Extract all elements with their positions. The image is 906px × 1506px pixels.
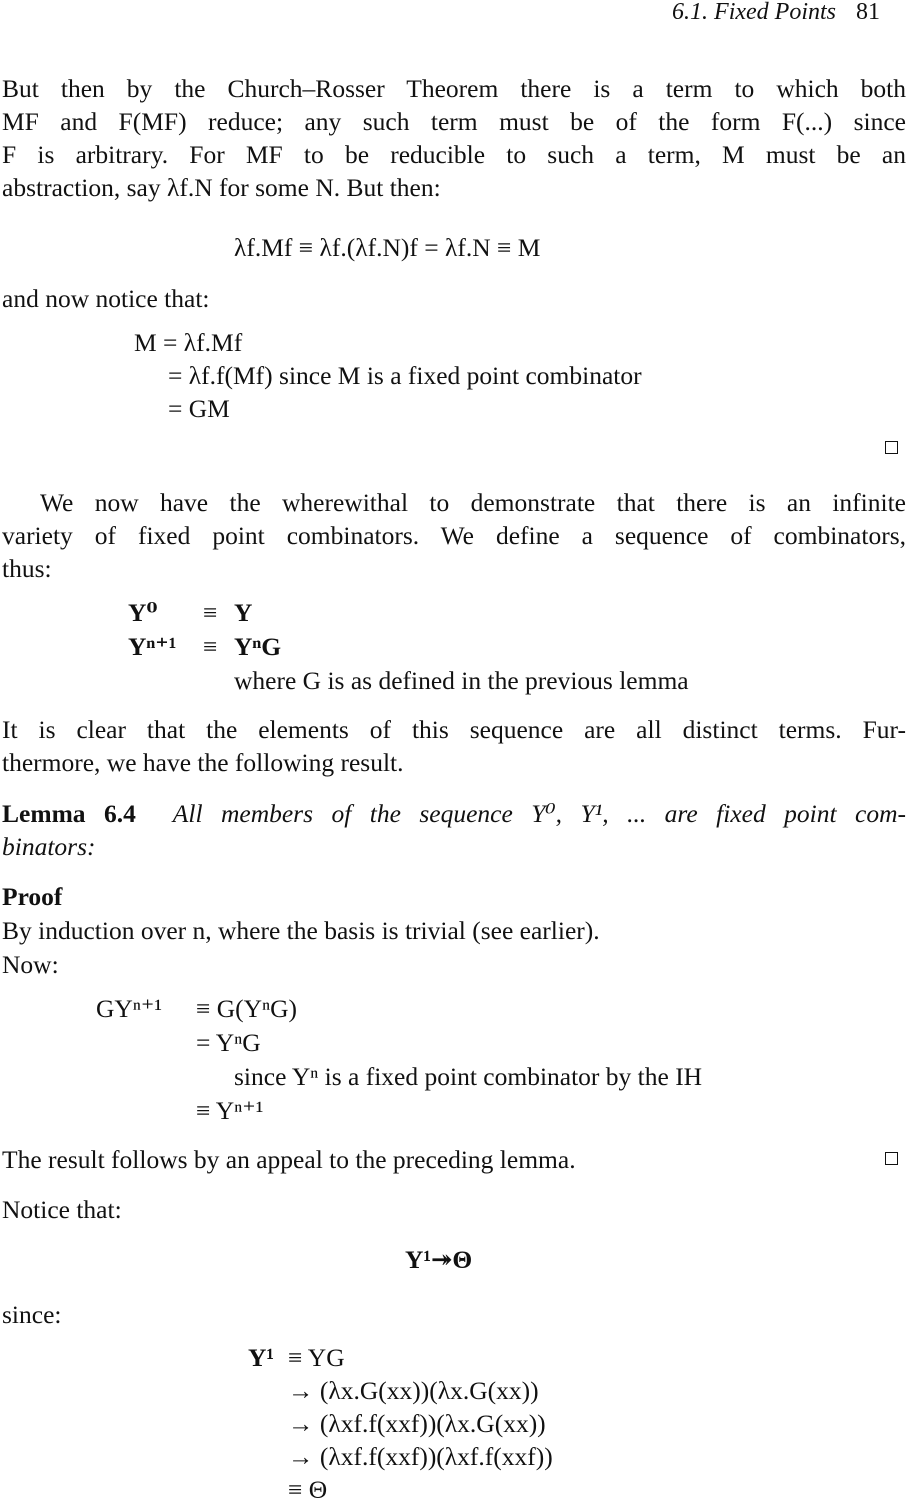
text-line: F is arbitrary. For MF to be reducible to such a term, M must be an (2, 140, 906, 169)
display-equation-2: Y¹↠Θ (405, 1245, 473, 1274)
text-line: Notice that: (2, 1195, 122, 1224)
paragraph-church-rosser (2, 72, 906, 204)
sequence-rhs: YⁿG (234, 632, 282, 661)
derivation-line: = GM (168, 394, 230, 423)
text-line: It is clear that the elements of this sequence are all distinct terms. Fur- (2, 715, 906, 744)
text-line: MF and F(MF) reduce; any such term must be of the form F(...) since (2, 107, 906, 136)
sequence-lhs: Y⁰ (128, 598, 158, 627)
lemma-line (2, 797, 906, 830)
sequence-rel: ≡ (203, 632, 218, 661)
text-line: Now: (2, 950, 59, 979)
derivation-lhs: GYⁿ⁺¹ (96, 994, 162, 1023)
derivation-line: = YⁿG (196, 1028, 261, 1057)
lemma-label: Lemma 6.4 (2, 799, 136, 828)
text-line: thermore, we have the following result. (2, 748, 404, 777)
derivation-lhs: Y¹ (248, 1343, 275, 1372)
lemma-statement (2, 797, 906, 863)
text-line: and now notice that: (2, 284, 210, 313)
derivation-line: ≡ Yⁿ⁺¹ (196, 1096, 264, 1125)
section-title: 6.1. Fixed Points (672, 0, 836, 25)
sequence-rhs: Y (234, 598, 253, 627)
derivation-note: since M is a fixed point combinator (279, 361, 642, 390)
text-line: We now have the wherewithal to demonstrate that there is an infinite (40, 488, 906, 517)
derivation-line: → (λx.G(xx))(λx.G(xx)) (288, 1376, 539, 1405)
text-line: But then by the Church–Rosser Theorem there is a term to which both (2, 74, 906, 103)
qed-box (885, 441, 898, 454)
display-equation-1: λf.Mf ≡ λf.(λf.N)f = λf.N ≡ M (234, 233, 541, 262)
text-line: thus: (2, 554, 52, 583)
derivation-line (168, 359, 642, 392)
derivation-line: ≡ G(YⁿG) (196, 994, 298, 1023)
lemma-line: binators: (2, 832, 96, 861)
derivation-line: → (λxf.f(xxf))(λxf.f(xxf)) (288, 1442, 553, 1471)
text-line: The result follows by an appeal to the preceding lemma. (2, 1145, 576, 1174)
lemma-text: All members of the sequence Y⁰, Y¹, ... are fixed point com- (172, 799, 906, 828)
sequence-lhs: Yⁿ⁺¹ (128, 632, 177, 661)
derivation-note: since Yⁿ is a fixed point combinator by the IH (234, 1062, 703, 1091)
text-line: abstraction, say λf.N for some N. But then: (2, 173, 441, 202)
sequence-note: where G is as defined in the previous lemma (234, 666, 689, 695)
text-line: variety of fixed point combinators. We define a sequence of combinators, (2, 521, 906, 550)
paragraph-distinct-terms (2, 713, 906, 779)
page-number: 81 (856, 0, 880, 25)
paragraph-wherewithal (2, 486, 906, 585)
text-line: By induction over n, where the basis is trivial (see earlier). (2, 916, 600, 945)
derivation-line: ≡ Θ (288, 1475, 328, 1504)
derivation-line: → (λxf.f(xxf))(λx.G(xx)) (288, 1409, 546, 1438)
derivation-eq: = λf.f(Mf) (168, 361, 273, 390)
proof-heading: Proof (2, 882, 63, 911)
sequence-rel: ≡ (203, 598, 218, 627)
derivation-line: M = λf.Mf (134, 328, 243, 357)
derivation-line: ≡ YG (288, 1343, 345, 1372)
qed-box (885, 1152, 898, 1165)
running-header (672, 0, 880, 29)
text-line: since: (2, 1300, 62, 1329)
